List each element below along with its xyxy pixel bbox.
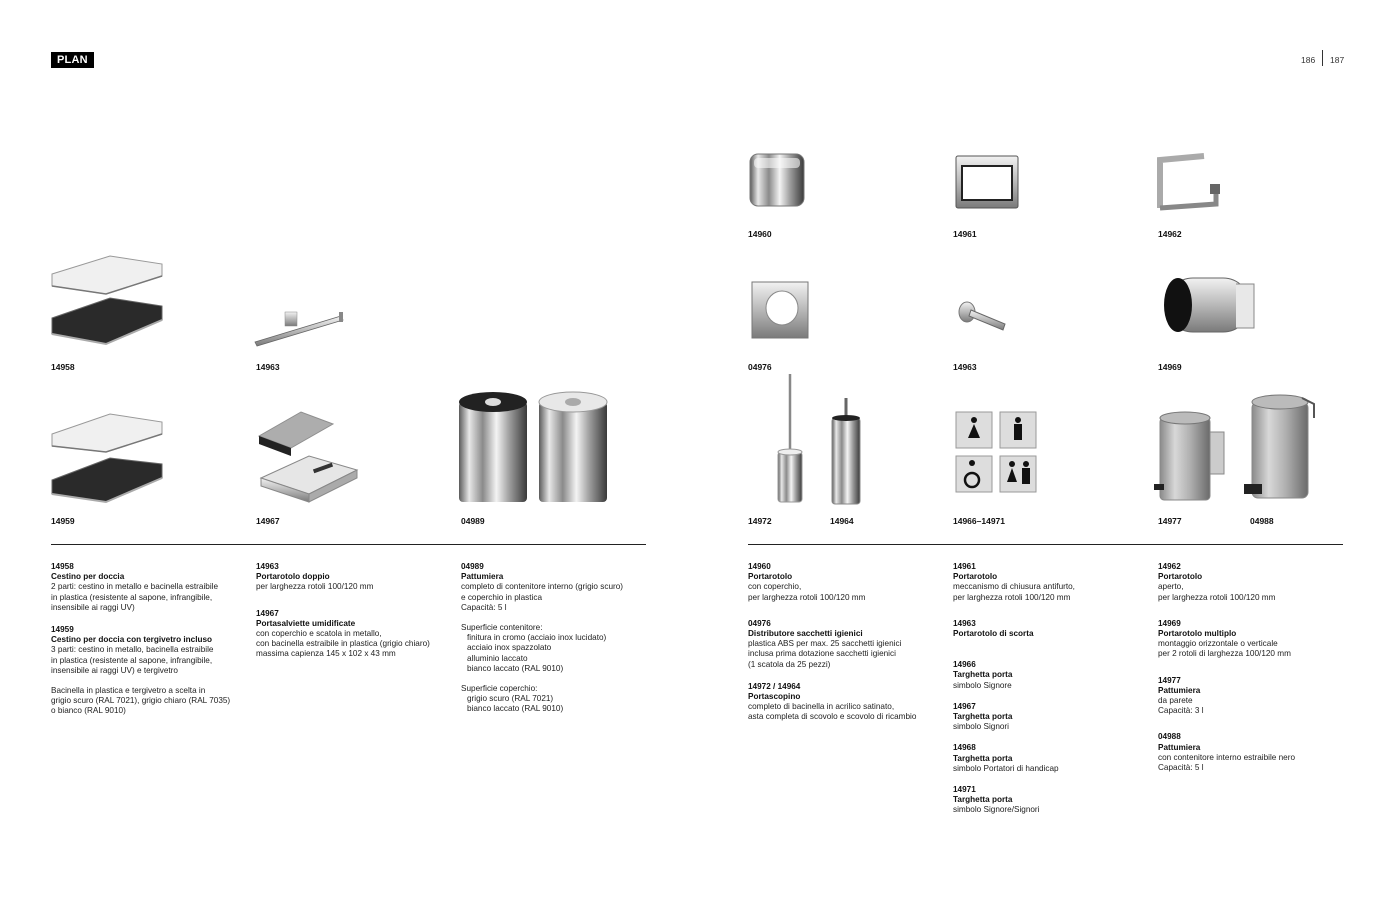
desc-code: 04976 [748, 618, 771, 628]
desc-code: 14962 [1158, 562, 1181, 571]
desc-line: Capacità: 5 l [461, 602, 507, 612]
desc-name: Distributore sacchetti igienici [748, 629, 863, 639]
desc-line: con contenitore interno estraibile nero [1158, 752, 1295, 762]
desc-code: 04988 [1158, 732, 1181, 742]
desc-line: per larghezza rotoli 100/120 mm [748, 592, 866, 602]
wet-wipes-holder-image [253, 408, 361, 504]
desc-line: bianco laccato (RAL 9010) [467, 663, 564, 673]
desc-line: insensibile ai raggi UV) [51, 602, 135, 612]
shower-basket-image [50, 252, 165, 348]
desc-name: Pattumiera [1158, 742, 1201, 752]
wall-waste-bin-image [1152, 404, 1232, 508]
desc-line: meccanismo di chiusura antifurto, [953, 582, 1075, 592]
multiple-roll-holder-image [1158, 270, 1258, 340]
hygiene-bag-dispenser-image [748, 276, 812, 342]
desc-line: Bacinella in plastica e tergivetro a scelta in [51, 686, 206, 696]
desc-name: Pattumiera [461, 572, 504, 582]
desc-code: 14963 [256, 562, 279, 571]
desc-code: 14963 [953, 618, 976, 628]
spare-roll-holder-image [955, 290, 1011, 334]
section-rule-left [51, 544, 646, 545]
description-column-6 [1158, 562, 1348, 773]
product-code: 14972 [748, 516, 772, 526]
desc-code: 14967 [256, 608, 279, 618]
page-number-right: 187 [1330, 55, 1345, 65]
desc-line: 3 parti: cestino in metallo, bacinella estraibile [51, 645, 214, 655]
brand-label: PLAN [51, 52, 94, 68]
product-code: 14963 [256, 362, 280, 372]
desc-line: Capacità: 3 l [1158, 706, 1204, 716]
desc-code: 14960 [748, 562, 771, 571]
desc-name: Portarotolo [1158, 572, 1203, 582]
shower-basket-wiper-image [50, 408, 165, 504]
desc-line: Superficie coperchio: [461, 684, 538, 694]
desc-code: 14977 [1158, 675, 1181, 685]
desc-code: 14969 [1158, 618, 1181, 628]
door-signs-image [950, 408, 1042, 498]
product-code: 14958 [51, 362, 75, 372]
desc-line: con bacinella estraibile in plastica (grigio chiaro) [256, 639, 430, 649]
desc-line: con coperchio, [748, 582, 802, 592]
section-rule-right [748, 544, 1343, 545]
desc-name: Portarotolo di scorta [953, 629, 1034, 639]
desc-code: 14972 / 14964 [748, 681, 801, 691]
desc-code: 04989 [461, 562, 484, 571]
product-code: 14961 [953, 229, 977, 239]
desc-line: simbolo Signori [953, 722, 1009, 732]
desc-line: per larghezza rotoli 100/120 mm [256, 582, 374, 592]
desc-name: Cestino per doccia con tergivetro incluso [51, 635, 213, 645]
product-code: 14966–14971 [953, 516, 1006, 526]
desc-line: grigio scuro (RAL 7021), grigio chiaro (RAL 7035) [51, 696, 231, 706]
description-column-3 [461, 562, 651, 715]
desc-line: o bianco (RAL 9010) [51, 706, 126, 716]
desc-line: plastica ABS per max. 25 sacchetti igienici [748, 639, 902, 649]
desc-line: per 2 rotoli di larghezza 100/120 mm [1158, 649, 1291, 659]
desc-line: grigio scuro (RAL 7021) [467, 694, 554, 704]
page-number-divider [1322, 50, 1323, 66]
desc-line: per larghezza rotoli 100/120 mm [953, 592, 1071, 602]
desc-line: completo di bacinella in acrilico satinato, [748, 702, 895, 712]
desc-name: Targhetta porta [953, 712, 1013, 722]
desc-line: Capacità: 5 l [1158, 763, 1204, 773]
product-code: 04976 [748, 362, 772, 372]
desc-line: acciaio inox spazzolato [467, 643, 552, 653]
product-code: 14977 [1158, 516, 1182, 526]
desc-line: bianco laccato (RAL 9010) [467, 704, 564, 714]
desc-code: 14968 [953, 743, 976, 753]
desc-line: simbolo Signore [953, 680, 1012, 690]
page-number-left: 186 [1301, 55, 1316, 65]
description-column-4 [748, 562, 938, 723]
product-code: 04988 [1250, 516, 1274, 526]
desc-line: completo di contenitore interno (grigio scuro) [461, 582, 624, 592]
desc-name: Portasalviette umidificate [256, 618, 356, 628]
desc-name: Portarotolo multiplo [1158, 629, 1237, 639]
desc-name: Targhetta porta [953, 670, 1013, 680]
desc-line: finitura in cromo (acciaio inox lucidato) [467, 633, 607, 643]
description-column-1 [51, 562, 241, 717]
roll-holder-cover-image [746, 148, 808, 210]
desc-name: Portarotolo [953, 572, 998, 582]
desc-line: asta completa di scovolo e scovolo di ricambio [748, 712, 917, 722]
desc-line: in plastica (resistente al sapone, infrangibile, [51, 655, 213, 665]
desc-line: da parete [1158, 696, 1193, 706]
roll-holder-antitheft-image [952, 152, 1022, 212]
desc-line: Superficie contenitore: [461, 623, 543, 633]
desc-line: simbolo Portatori di handicap [953, 763, 1059, 773]
desc-name: Portarotolo doppio [256, 572, 330, 582]
product-code: 14964 [830, 516, 854, 526]
toilet-brush-holder-image [774, 372, 866, 508]
roll-holder-open-image [1156, 152, 1224, 212]
product-code: 14960 [748, 229, 772, 239]
desc-code: 14958 [51, 562, 74, 571]
desc-name: Portascopino [748, 692, 801, 702]
product-code: 14969 [1158, 362, 1182, 372]
desc-line: in plastica (resistente al sapone, infrangibile, [51, 592, 213, 602]
desc-line: inclusa prima dotazione sacchetti igienici [748, 649, 896, 659]
desc-line: massima capienza 145 x 102 x 43 mm [256, 649, 396, 659]
description-column-2 [256, 562, 446, 660]
description-column-5 [953, 562, 1143, 816]
waste-bin-chrome-image [455, 390, 615, 508]
desc-line: e coperchio in plastica [461, 592, 543, 602]
desc-line: alluminio laccato [467, 653, 528, 663]
pedal-waste-bin-image [1242, 392, 1322, 508]
desc-name: Cestino per doccia [51, 572, 125, 582]
product-code: 14962 [1158, 229, 1182, 239]
desc-line: 2 parti: cestino in metallo e bacinella estraibile [51, 582, 219, 592]
double-roll-holder-image [253, 308, 348, 348]
desc-name: Targhetta porta [953, 753, 1013, 763]
desc-line: montaggio orizzontale o verticale [1158, 639, 1278, 649]
desc-code: 14971 [953, 785, 976, 795]
desc-line: simbolo Signore/Signori [953, 805, 1040, 815]
desc-line: per larghezza rotoli 100/120 mm [1158, 592, 1276, 602]
desc-line: con coperchio e scatola in metallo, [256, 629, 382, 639]
product-code: 04989 [461, 516, 485, 526]
desc-code: 14966 [953, 660, 976, 670]
desc-code: 14959 [51, 625, 74, 635]
product-code: 14967 [256, 516, 280, 526]
product-code: 14963 [953, 362, 977, 372]
product-code: 14959 [51, 516, 75, 526]
desc-code: 14961 [953, 562, 976, 571]
desc-line: aperto, [1158, 582, 1184, 592]
desc-code: 14967 [953, 701, 976, 711]
desc-name: Targhetta porta [953, 795, 1013, 805]
desc-name: Pattumiera [1158, 685, 1201, 695]
desc-line: (1 scatola da 25 pezzi) [748, 659, 831, 669]
desc-line: insensibile ai raggi UV) e tergivetro [51, 665, 178, 675]
desc-name: Portarotolo [748, 572, 793, 582]
